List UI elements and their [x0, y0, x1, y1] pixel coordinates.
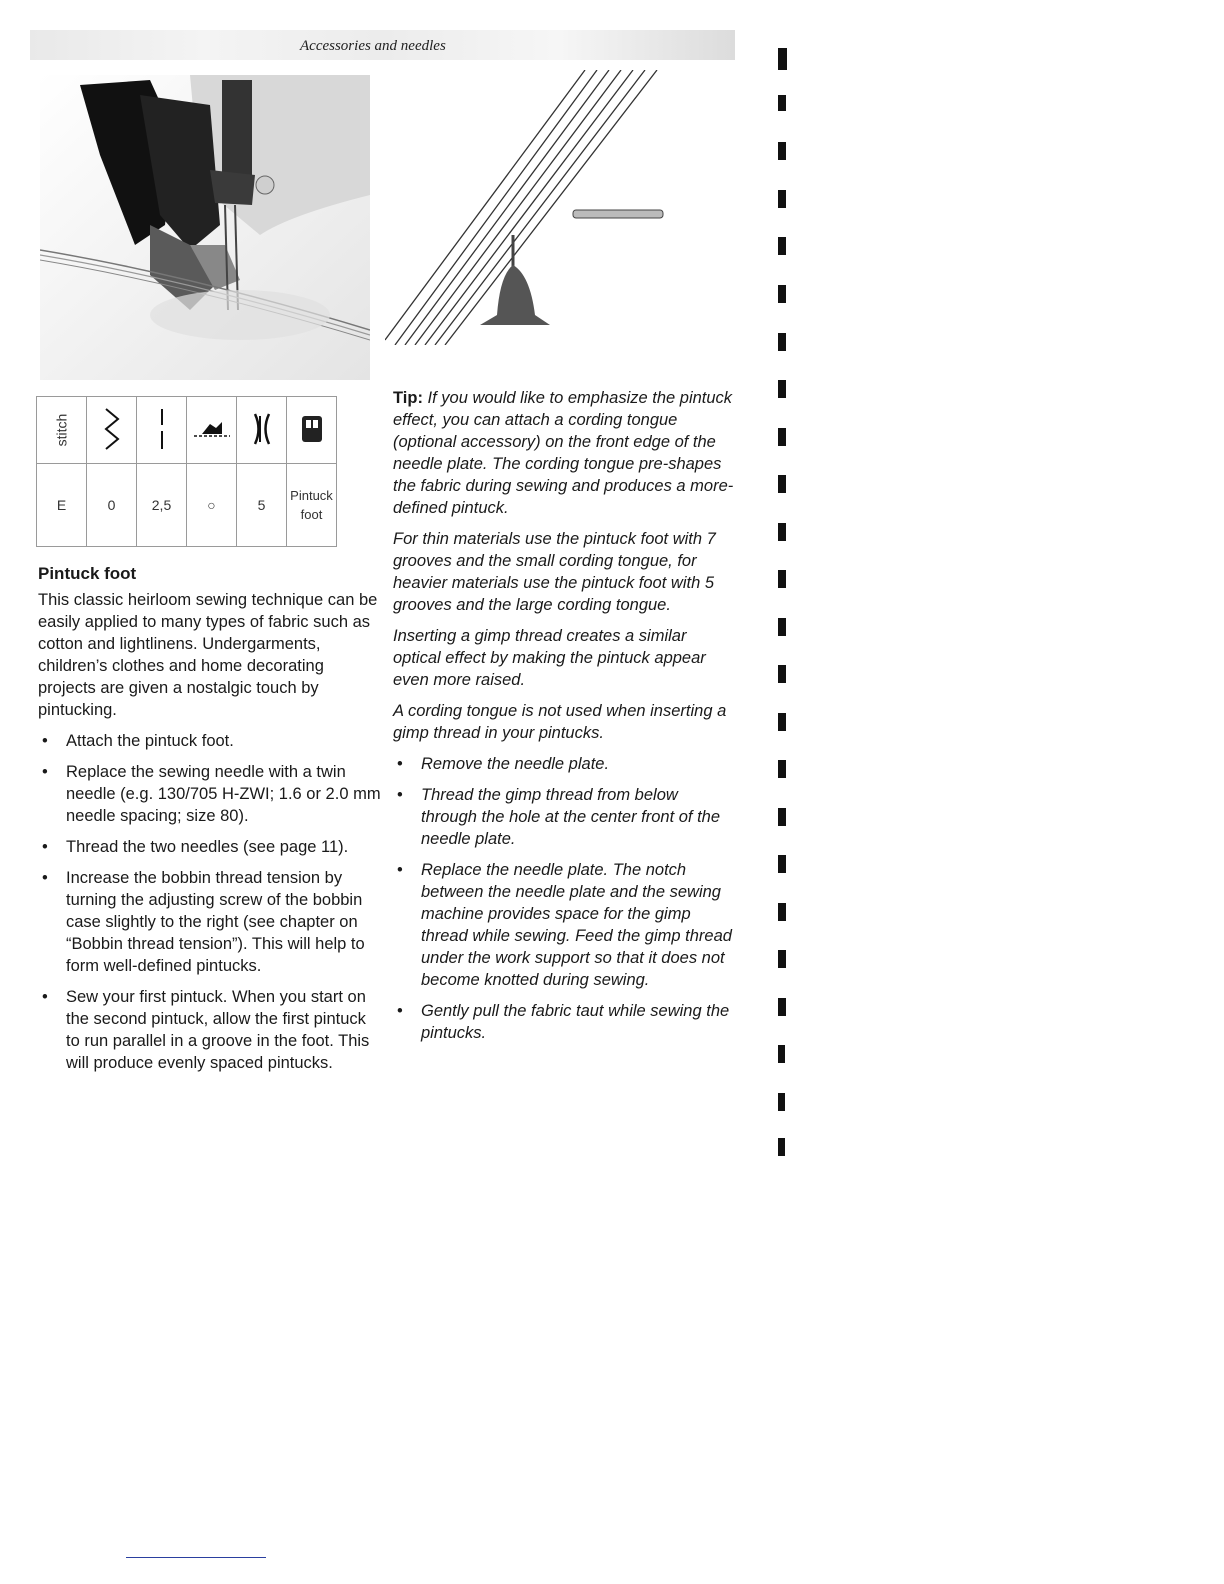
list-item: • Increase the bobbin thread tension by turning the adjusting screw of the bobbin case slightly to the right (see chapter on “Bobbin thread tension”). This will help to form well-defined pintucks.: [38, 867, 383, 977]
stitch-length-cell: [137, 397, 187, 464]
tip-text: If you would like to emphasize the pintuck effect, you can attach a cording tongue (optional accessory) on the front edge of the needle plate. The cording tongue pre-shapes the fabric during sewing and produces a more-defined pintuck.: [393, 389, 734, 517]
needle-position-icon: [247, 412, 277, 446]
left-column: [38, 562, 383, 1083]
page-edge-marks: [770, 40, 800, 1170]
tip-label: Tip:: [393, 389, 423, 407]
feed-value: ○: [187, 464, 237, 547]
gimp-thread-paragraph: Inserting a gimp thread creates a similar optical effect by making the pintuck appear even more raised.: [393, 627, 706, 689]
length-value: 2,5: [137, 464, 187, 547]
foot-value: [287, 464, 337, 547]
cording-note-paragraph: A cording tongue is not used when inserting a gimp thread in your pintucks.: [393, 702, 727, 742]
presser-foot-icon: [299, 412, 325, 446]
foot-value-line1: Pintuck: [290, 488, 333, 503]
list-item: • Remove the needle plate.: [393, 753, 738, 775]
stitch-header-label: stitch: [53, 413, 70, 447]
stitch-settings-table: [36, 396, 337, 547]
list-item: • Replace the needle plate. The notch between the needle plate and the sewing machine provides space for the gimp thread while sewing. Feed the gimp thread under the work support so that it does not become knotted during sewing.: [393, 859, 738, 991]
list-item: • Gently pull the fabric taut while sewing the pintucks.: [393, 1000, 738, 1044]
gimp-instruction-list: [393, 753, 738, 1044]
cording-tongue-diagram: [385, 70, 685, 345]
width-value: 0: [87, 464, 137, 547]
zigzag-icon: [102, 407, 122, 451]
list-item: • Replace the sewing needle with a twin needle (e.g. 130/705 H-ZWI; 1.6 or 2.0 mm needle spacing; size 80).: [38, 761, 383, 827]
materials-paragraph: For thin materials use the pintuck foot with 7 grooves and the small cording tongue, for heavier materials use the pintuck foot with 5 grooves and the large cording tongue.: [393, 530, 716, 614]
right-column: [393, 387, 738, 1053]
foot-value-line2: foot: [300, 507, 323, 522]
pintuck-foot-photo: [40, 75, 370, 380]
feed-dog-icon: [192, 414, 232, 444]
stitch-header-cell: [37, 397, 87, 464]
list-item: • Attach the pintuck foot.: [38, 730, 383, 752]
stitch-length-icon: [157, 407, 167, 451]
feed-dog-cell: [187, 397, 237, 464]
footer-rule: [126, 1557, 266, 1558]
stitch-value: E: [37, 464, 87, 547]
intro-paragraph: This classic heirloom sewing technique can be easily applied to many types of fabric such as cotton and lightlinens. Undergarments, children’s clothes and home decorating projects are given a nostalgic touch by pintucking.: [38, 591, 378, 719]
needle-position-cell: [237, 397, 287, 464]
stitch-width-cell: [87, 397, 137, 464]
list-item: • Thread the gimp thread from below through the hole at the center front of the needle plate.: [393, 784, 738, 850]
tension-value: 5: [237, 464, 287, 547]
list-item: • Thread the two needles (see page 11).: [38, 836, 383, 858]
instruction-list: [38, 730, 383, 1074]
section-heading: Pintuck foot: [38, 564, 137, 583]
list-item: • Sew your first pintuck. When you start on the second pintuck, allow the first pintuck to run parallel in a groove in the foot. This will produce evenly spaced pintucks.: [38, 986, 383, 1074]
page-header-title: Accessories and needles: [300, 38, 446, 54]
tip-paragraph: [393, 387, 738, 519]
presser-foot-cell: [287, 397, 337, 464]
